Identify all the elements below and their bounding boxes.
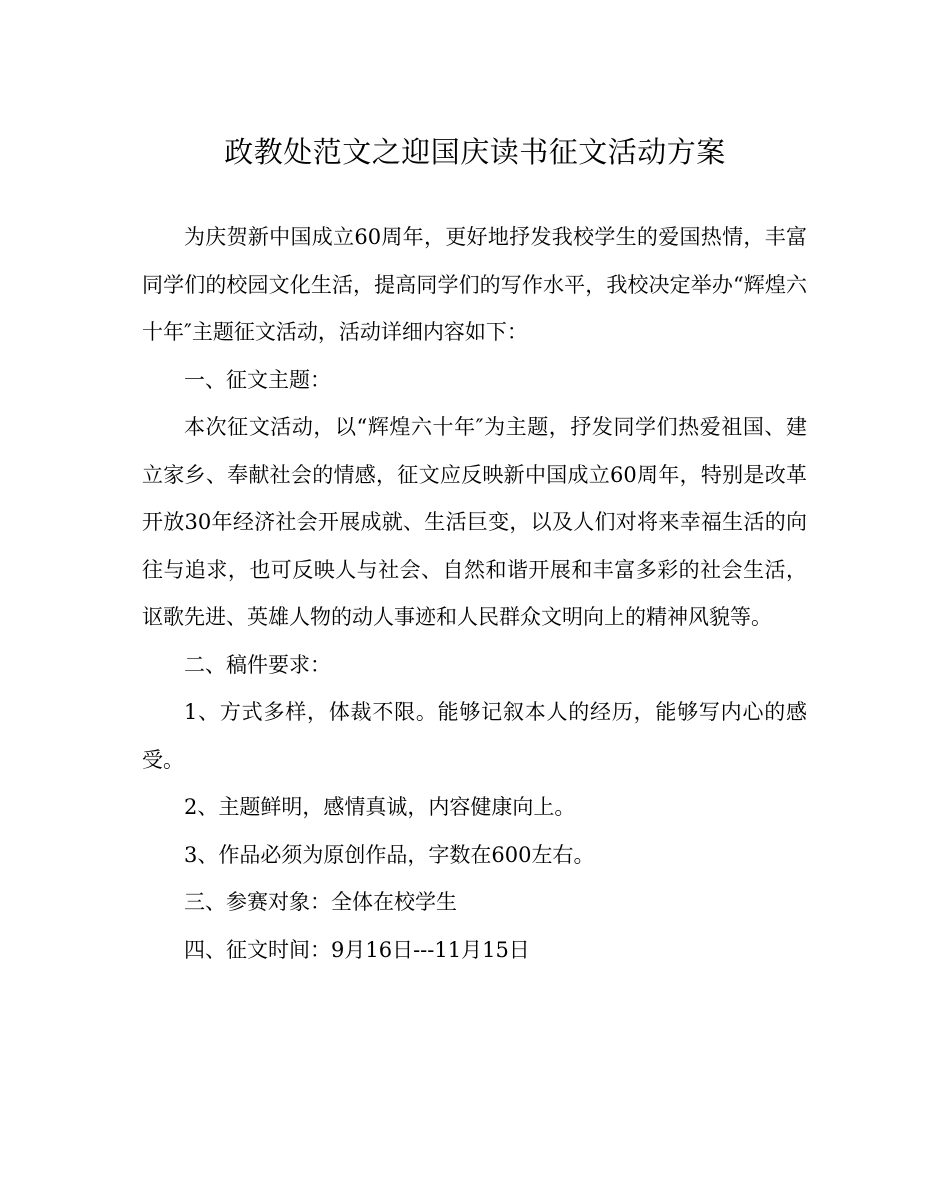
document-title: 政教处范文之迎国庆读书征文活动方案: [224, 135, 726, 169]
document-body: [142, 214, 807, 974]
requirement-item-3: 3、作品必须为原创作品，字数在600左右。: [184, 842, 595, 867]
requirement-item-1: 1、方式多样，体裁不限。能够记叙本人的经历，能够写内心的感受。: [142, 700, 807, 772]
heading-requirements: 二、稿件要求：: [184, 652, 331, 677]
heading-participants: 三、参赛对象：全体在校学生: [184, 890, 457, 914]
heading-schedule: 四、征文时间：9月16日---11月15日: [184, 937, 530, 962]
paragraph-theme: 本次征文活动，以“辉煌六十年″为主题，抒发同学们热爱祖国、建立家乡、奉献社会的情感，征文应反映新中国成立60周年，特别是改革开放30年经济社会开展成就、生活巨变，以及人们对将来幸福生活的向往与追求，也可反映人与社会、自然和谐开展和丰富多彩的社会生活，讴歌先进、英雄人物的动人事迹和人民群众文明向上的精神风貌等。: [142, 415, 807, 629]
requirement-item-2: 2、主题鲜明，感情真诚，内容健康向上。: [184, 795, 576, 819]
heading-theme: 一、征文主题：: [184, 367, 331, 392]
paragraph-intro: 为庆贺新中国成立60周年，更好地抒发我校学生的爱国热情，丰富同学们的校园文化生活，提高同学们的写作水平，我校决定举办“辉煌六十年″主题征文活动，活动详细内容如下：: [142, 225, 807, 344]
